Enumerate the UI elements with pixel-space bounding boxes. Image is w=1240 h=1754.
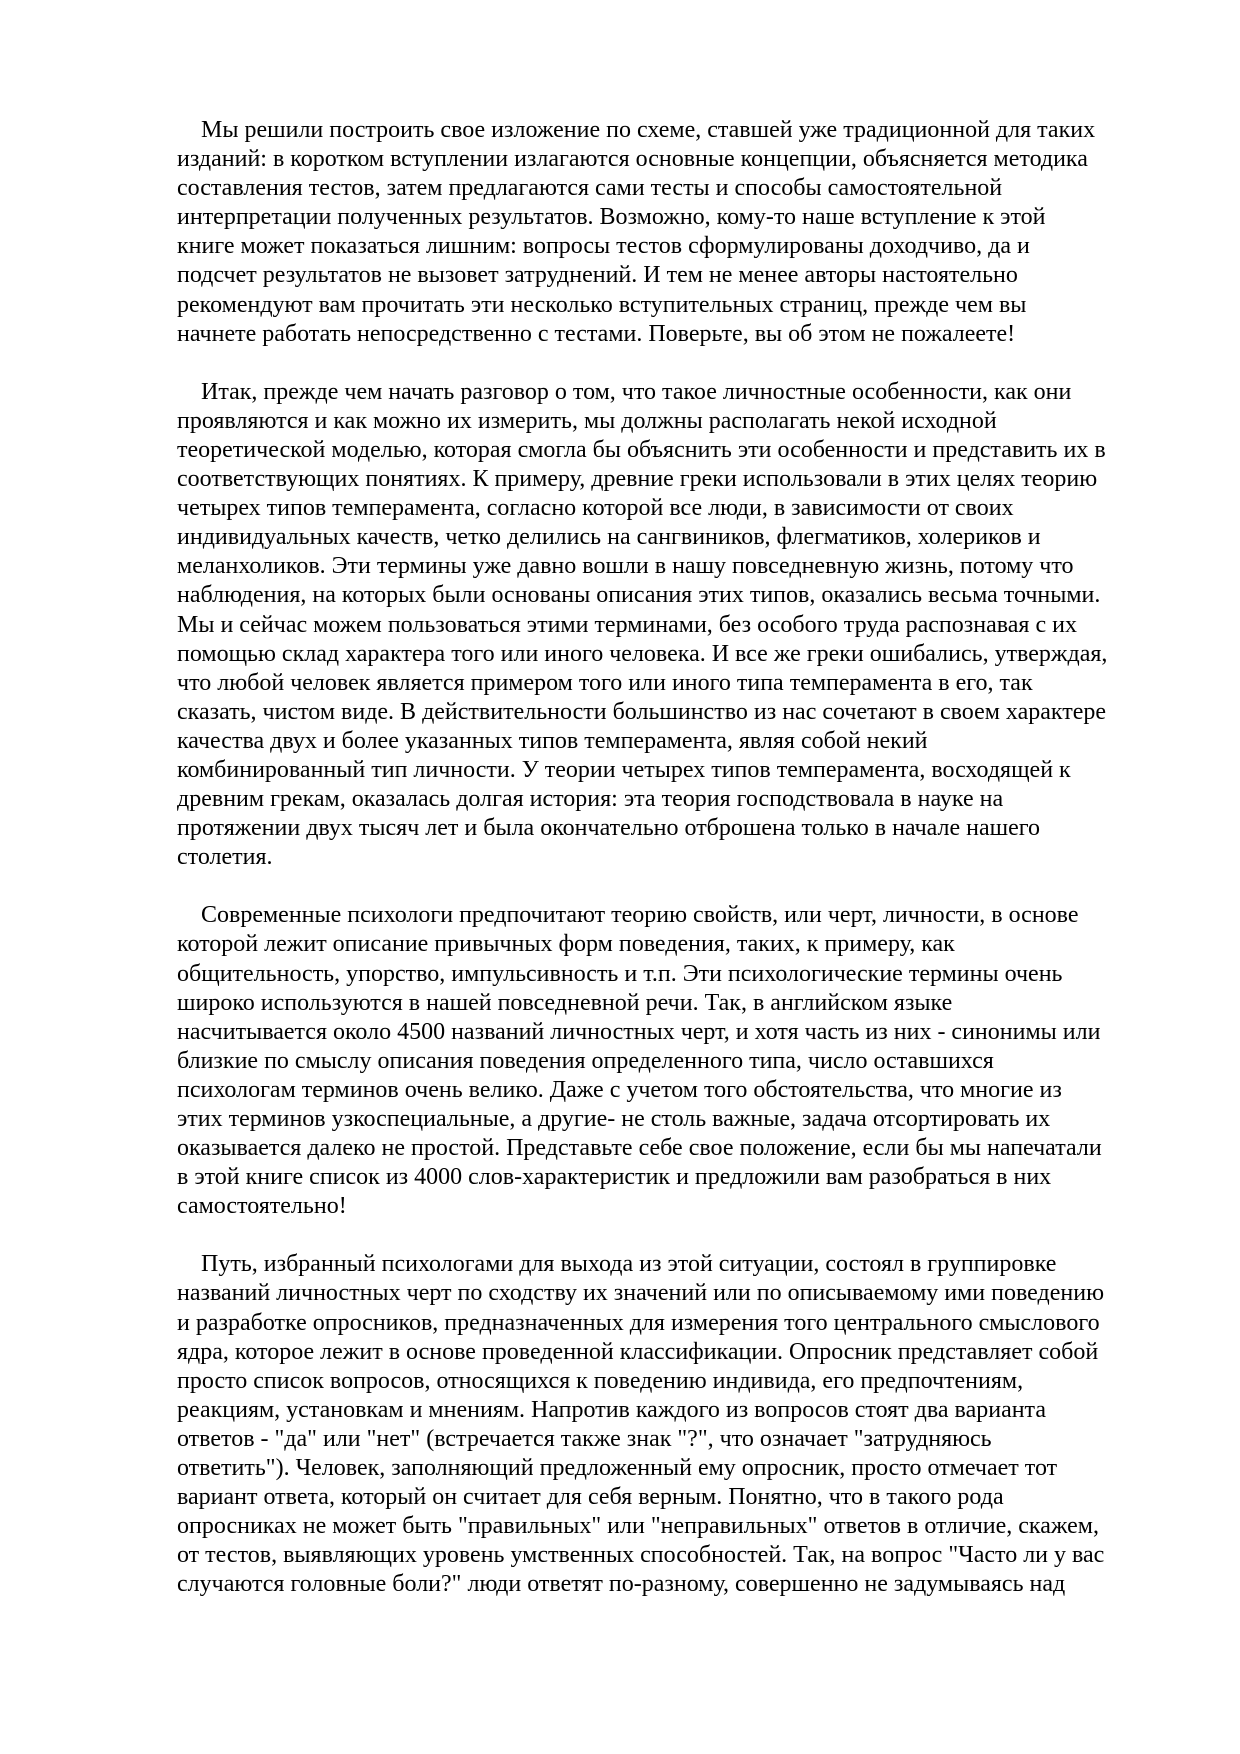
text-line: подсчет результатов не вызовет затруднений. И тем не менее авторы настоятельно bbox=[177, 262, 1018, 289]
text-line: качества двух и более указанных типов темперамента, являя собой некий bbox=[177, 727, 928, 754]
text-line: случаются головные боли?" люди ответят по-разному, совершенно не задумываясь над bbox=[177, 1571, 1066, 1598]
text-line: психологам терминов очень велико. Даже с учетом того обстоятельства, что многие из bbox=[177, 1076, 1062, 1103]
text-line: помощью склад характера того или иного человека. И все же греки ошибались, утверждая, bbox=[177, 640, 1108, 667]
paragraph-gap bbox=[177, 1221, 1157, 1250]
text-line: общительность, упорство, импульсивность и т.п. Эти психологические термины очень bbox=[177, 960, 1063, 987]
text-line: ответов - "да" или "нет" (встречается также знак "?", что означает "затрудняюсь bbox=[177, 1425, 992, 1452]
text-line: меланхоликов. Эти термины уже давно вошли в нашу повседневную жизнь, потому что bbox=[177, 553, 1074, 580]
text-line: рекомендуют вам прочитать эти несколько вступительных страниц, прежде чем вы bbox=[177, 291, 1027, 318]
paragraph bbox=[177, 378, 1157, 873]
text-line: древним грекам, оказалась долгая история: эта теория господствовала в науке на bbox=[177, 786, 1004, 813]
text-line: теоретической моделью, которая смогла бы объяснить эти особенности и представить их в bbox=[177, 436, 1106, 463]
text-line: сказать, чистом виде. В действительности большинство из нас сочетают в своем характере bbox=[177, 698, 1107, 725]
text-line: реакциям, установкам и мнениям. Напротив каждого из вопросов стоят два варианта bbox=[177, 1396, 1046, 1423]
text-line: интерпретации полученных результатов. Возможно, кому-то наше вступление к этой bbox=[177, 204, 1046, 231]
text-line: столетия. bbox=[177, 844, 273, 871]
text-line: изданий: в коротком вступлении излагаются основные концепции, объясняется методика bbox=[177, 146, 1088, 173]
text-line: что любой человек является примером того или иного типа темперамента в его, так bbox=[177, 669, 1033, 696]
text-line: Итак, прежде чем начать разговор о том, что такое личностные особенности, как они bbox=[177, 378, 1072, 405]
document-body bbox=[177, 116, 1157, 1600]
text-line: вариант ответа, который он считает для себя верным. Понятно, что в такого рода bbox=[177, 1484, 1004, 1511]
text-line: Путь, избранный психологами для выхода из этой ситуации, состоял в группировке bbox=[177, 1251, 1057, 1278]
text-line: в этой книге список из 4000 слов-характеристик и предложили вам разобраться в них bbox=[177, 1164, 1052, 1191]
text-line: ядра, которое лежит в основе проведенной классификации. Опросник представляет собой bbox=[177, 1338, 1099, 1365]
text-line: Современные психологи предпочитают теорию свойств, или черт, личности, в основе bbox=[177, 902, 1079, 929]
text-line: индивидуальных качеств, четко делились на сангвиников, флегматиков, холериков и bbox=[177, 524, 1041, 551]
text-line: и разработке опросников, предназначенных для измерения того центрального смыслового bbox=[177, 1309, 1100, 1336]
text-line: протяжении двух тысяч лет и была окончательно отброшена только в начале нашего bbox=[177, 815, 1041, 842]
text-line: широко используются в нашей повседневной речи. Так, в английском языке bbox=[177, 989, 953, 1016]
text-line: близкие по смыслу описания поведения определенного типа, число оставшихся bbox=[177, 1047, 994, 1074]
text-line: этих терминов узкоспециальные, а другие- не столь важные, задача отсортировать их bbox=[177, 1106, 1051, 1132]
paragraph bbox=[177, 116, 1157, 349]
text-line: самостоятельно! bbox=[177, 1193, 347, 1220]
paragraph bbox=[177, 901, 1157, 1221]
text-line: которой лежит описание привычных форм поведения, таких, к примеру, как bbox=[177, 931, 955, 958]
text-line: начнете работать непосредственно с тестами. Поверьте, вы об этом не пожалеете! bbox=[177, 320, 1016, 347]
text-line: от тестов, выявляющих уровень умственных способностей. Так, на вопрос "Часто ли у вас bbox=[177, 1542, 1105, 1569]
text-line: книге может показаться лишним: вопросы тестов сформулированы доходчиво, да и bbox=[177, 233, 1030, 260]
text-line: ответить"). Человек, заполняющий предложенный ему опросник, просто отмечает тот bbox=[177, 1455, 1058, 1482]
text-line: оказывается далеко не простой. Представьте себе свое положение, если бы мы напечатали bbox=[177, 1135, 1102, 1162]
text-line: просто список вопросов, относящихся к поведению индивида, его предпочтениям, bbox=[177, 1367, 1024, 1394]
text-line: проявляются и как можно их измерить, мы должны располагать некой исходной bbox=[177, 407, 997, 434]
text-line: Мы решили построить свое изложение по схеме, ставшей уже традиционной для таких bbox=[177, 117, 1096, 143]
text-line: насчитывается около 4500 названий личностных черт, и хотя часть из них - синонимы или bbox=[177, 1018, 1101, 1045]
paragraph-gap bbox=[177, 349, 1157, 378]
paragraph-gap bbox=[177, 872, 1157, 901]
text-line: комбинированный тип личности. У теории четырех типов темперамента, восходящей к bbox=[177, 756, 1071, 783]
text-line: составления тестов, затем предлагаются сами тесты и способы самостоятельной bbox=[177, 175, 1003, 202]
text-line: Мы и сейчас можем пользоваться этими терминами, без особого труда распознавая с их bbox=[177, 611, 1077, 638]
text-line: соответствующих понятиях. К примеру, древние греки использовали в этих целях теорию bbox=[177, 466, 1098, 493]
text-line: четырех типов темперамента, согласно которой все люди, в зависимости от своих bbox=[177, 495, 1014, 522]
text-line: наблюдения, на которых были основаны описания этих типов, оказались весьма точными. bbox=[177, 582, 1101, 609]
paragraph bbox=[177, 1250, 1157, 1599]
text-line: названий личностных черт по сходству их значений или по описываемому ими поведению bbox=[177, 1280, 1104, 1307]
text-line: опросниках не может быть "правильных" или "неправильных" ответов в отличие, скажем, bbox=[177, 1513, 1099, 1540]
